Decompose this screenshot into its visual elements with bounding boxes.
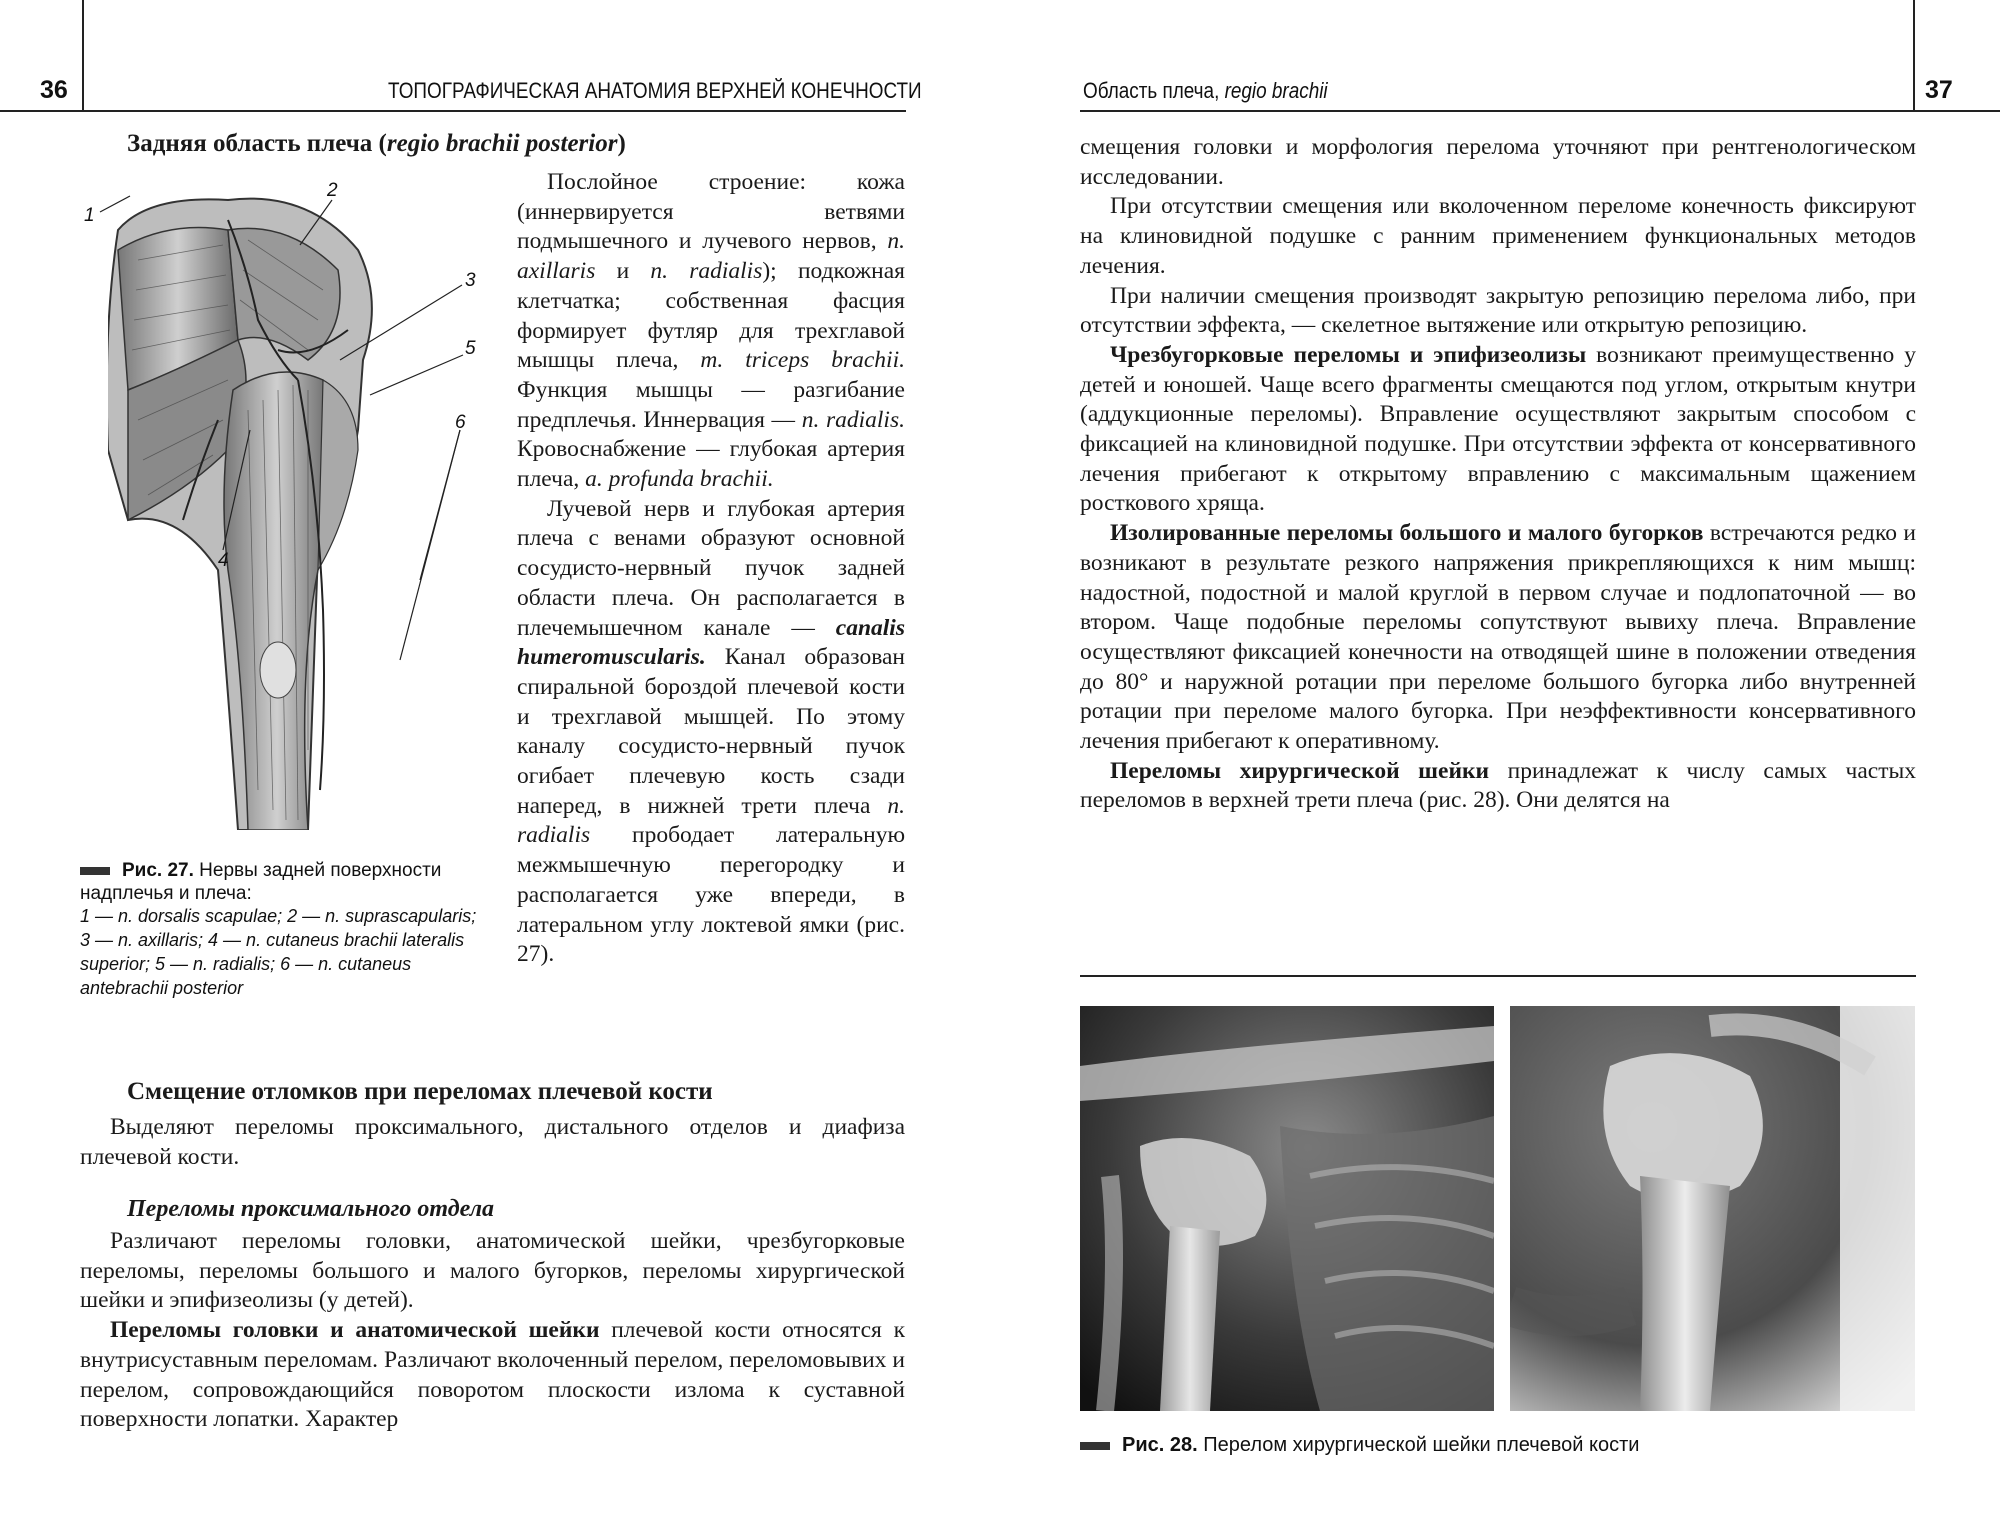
right-column-text bbox=[1080, 133, 1916, 816]
text-run: m. triceps brachii. bbox=[700, 347, 905, 374]
left-bottom-text-2 bbox=[80, 1227, 905, 1435]
text-run: ); подкожная клетчатка; собственная фасция формирует футляр для трехглавой мышцы плеча, bbox=[517, 258, 905, 374]
heading-latin: regio brachii posterior bbox=[386, 130, 618, 157]
running-title-latin: regio brachii bbox=[1224, 78, 1328, 103]
caption-marker-bar bbox=[80, 867, 110, 875]
running-title-left: ТОПОГРАФИЧЕСКАЯ АНАТОМИЯ ВЕРХНЕЙ КОНЕЧНОСТИ bbox=[388, 78, 922, 103]
text-run: прободает латеральную межмышечную перегородку и располагается уже впереди, в латеральном углу локтевой ямки (рис. 27). bbox=[517, 822, 905, 968]
text-run: Кровоснабжение — глубокая артерия плеча, bbox=[517, 436, 905, 493]
fig27-callout-5: 5 bbox=[465, 338, 476, 359]
running-title-plain: Область плеча, bbox=[1083, 78, 1225, 103]
text-run: n. axillaris bbox=[517, 228, 905, 285]
continued-paragraph: смещения головки и морфология перелома уточняют при рентгенологическом исследовании. bbox=[1080, 134, 1916, 190]
figure-27-illustration bbox=[108, 190, 438, 830]
text-run-bold: Переломы хирургической шейки bbox=[1110, 757, 1490, 784]
fig27-callout-2: 2 bbox=[327, 180, 338, 201]
figure-28-title: Перелом хирургической шейки плечевой кости bbox=[1203, 1434, 1640, 1456]
right-header-vertical-rule bbox=[1913, 0, 1915, 112]
head-neck-fractures bbox=[80, 1316, 905, 1435]
right-header-rule bbox=[1080, 110, 2000, 112]
surgical-neck-paragraph bbox=[1080, 757, 1916, 816]
xray-image-lateral bbox=[1510, 1006, 1915, 1411]
displacement-intro: Выделяют переломы проксимального, дистального отделов и диафиза плечевой кости. bbox=[80, 1114, 905, 1170]
figure-27-caption bbox=[80, 860, 485, 1000]
left-header-rule bbox=[0, 110, 906, 112]
tubercle-fractures-paragraph bbox=[1080, 519, 1916, 757]
text-run: Лучевой нерв и глубокая артерия плеча с венами образуют основной сосудисто-нервный пучок задней области плеча. Он располагается в плечемышечном канале — bbox=[517, 495, 905, 641]
text-run-bold: Чрезбугорковые переломы и эпифизеолизы bbox=[1110, 341, 1587, 368]
displacement-paragraph: При наличии смещения производят закрытую репозицию перелома либо, при отсутствии эффекта, — скелетное вытяжение или открытую репозицию. bbox=[1080, 282, 1916, 339]
left-header-vertical-rule bbox=[82, 0, 84, 112]
text-run: Канал образован спиральной бороздой плечевой кости и трехглавой мышцей. По этому каналу сосудисто-нервный пучок огибает плечевую кость сзади наперед, в нижней трети плеча bbox=[517, 644, 905, 819]
fig27-callout-1: 1 bbox=[84, 205, 95, 226]
text-run: Функция мышцы — разгибание предплечья. Иннервация — bbox=[517, 376, 905, 433]
proximal-fractures-list: Различают переломы головки, анатомической шейки, чрезбугорковые переломы, переломы большого и малого бугорков, переломы хирургической шейки и эпифизеолизы (у детей). bbox=[80, 1228, 905, 1314]
page-number-left: 36 bbox=[40, 76, 68, 104]
figure-27-title: Нервы задней поверхности надплечья и плеча: bbox=[80, 860, 442, 904]
text-run: возникают преимущественно у детей и юношей. Чаще всего фрагменты смещаются под углом, открытым кнутри (аддукционные переломы). Вправление осуществляют закрытым способом с фиксацией на клиновидной подушке. При отсутствии эффекта от консервативного лечения прибегают к открытому вправлению с максимальным щажением росткового хряща. bbox=[1080, 341, 1916, 517]
running-title-right bbox=[1083, 78, 1328, 104]
figure-27-label: Рис. 27. bbox=[122, 860, 194, 881]
heading-main: Задняя область плеча ( bbox=[127, 130, 387, 157]
no-displacement-paragraph: При отсутствии смещения или вколоченном переломе конечность фиксируют на клиновидной подушке с ранним применением функциональных методов лечения. bbox=[1080, 193, 1916, 279]
transtubercular-paragraph bbox=[1080, 341, 1916, 519]
text-run-bold: Переломы головки и анатомической шейки bbox=[110, 1317, 600, 1344]
text-run: плечевой кости относятся к внутрисуставным переломам. Различают вколоченный перелом, переломовывих и перелом, сопровождающийся поворотом плоскости излома к суставной поверхности лопатки. Характер bbox=[80, 1317, 905, 1433]
xray-image-ap bbox=[1080, 1006, 1494, 1411]
fig27-callout-6: 6 bbox=[455, 412, 466, 433]
figure-28-caption bbox=[1080, 1434, 1920, 1457]
figure-28-top-rule bbox=[1080, 975, 1916, 977]
section-heading-posterior-arm bbox=[127, 130, 626, 158]
figure-27-legend: 1 — n. dorsalis scapulae; 2 — n. suprascapularis; 3 — n. axillaris; 4 — n. cutaneus brachii lateralis superior; 5 — n. radialis; 6 — n. cutaneus antebrachii posterior bbox=[80, 906, 477, 998]
left-bottom-text bbox=[80, 1113, 905, 1172]
text-run: n. radialis bbox=[650, 258, 763, 285]
text-run: Послойное строение: кожа (иннервируется ветвями подмышечного и лучевого нервов, bbox=[517, 169, 905, 255]
text-run: и bbox=[595, 258, 651, 285]
left-column-text bbox=[517, 168, 905, 970]
page-number-right: 37 bbox=[1925, 76, 1953, 104]
text-run: n. radialis bbox=[517, 792, 905, 849]
heading-close: ) bbox=[617, 130, 626, 157]
text-run-bold: Изолированные переломы большого и малого бугорков bbox=[1110, 520, 1704, 547]
text-run: canalis humeromuscularis. bbox=[517, 614, 905, 671]
text-run: n. radialis. bbox=[801, 406, 905, 433]
posterior-arm-paragraph-2 bbox=[517, 495, 905, 970]
text-run: принадлежат к числу самых частых переломов в верхней трети плеча (рис. 28). Они делятся на bbox=[1080, 757, 1916, 814]
fig27-callout-3: 3 bbox=[465, 270, 476, 291]
fig27-callout-4: 4 bbox=[218, 550, 229, 571]
figure-28-label: Рис. 28. bbox=[1122, 1434, 1198, 1456]
text-run: a. profunda brachii. bbox=[585, 466, 774, 493]
caption-marker-bar bbox=[1080, 1442, 1110, 1450]
text-run: встречаются редко и возникают в результате резкого напряжения прикрепляющихся к ним мышц: надостной, подостной и малой круглой в первом случае и подлопаточной — во втором. Чаще подобные переломы сопутствуют вывиху плеча. Вправление осуществляют фиксацией конечности на отводящей шине в положении отведения до 80° и наружной ротации при переломе большого бугорка либо внутренней ротации при переломе малого бугорка. При неэффективности консервативного лечения прибегают к оперативному. bbox=[1080, 520, 1916, 755]
posterior-arm-paragraph-1 bbox=[517, 168, 905, 495]
section-heading-displacement: Смещение отломков при переломах плечевой кости bbox=[127, 1078, 713, 1105]
subheading-proximal-fractures: Переломы проксимального отдела bbox=[127, 1196, 495, 1222]
